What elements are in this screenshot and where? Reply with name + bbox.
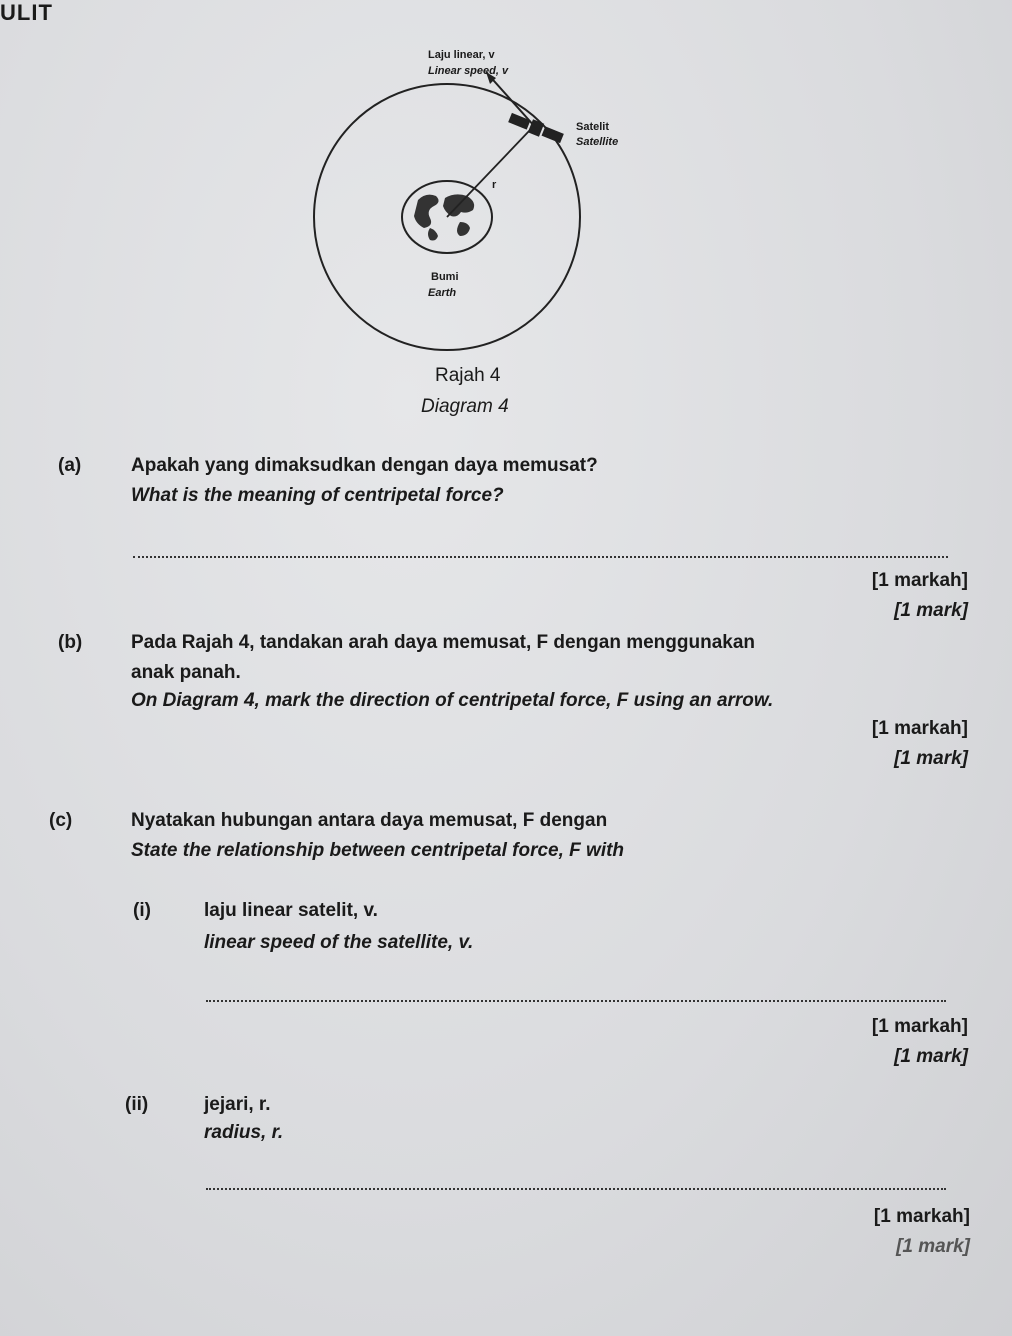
question-b-letter: (b) [58,632,83,653]
question-c-ii-text-ms: jejari, r. [204,1094,271,1115]
satellite-label-ms: Satelit [576,121,610,133]
question-c-i-numeral: (i) [133,900,151,921]
mark-a-ms: [1 markah] [871,570,968,591]
answer-line-c-ii[interactable] [206,1188,946,1190]
question-b-text-en: On Diagram 4, mark the direction of centripetal force, F using an arrow. [131,690,774,711]
question-b-text-ms-2: anak panah. [131,662,241,683]
question-c-ii-text-en: radius, r. [204,1122,284,1143]
question-c-ii-numeral: (ii) [125,1094,149,1115]
mark-c-i-en: [1 mark] [894,1046,968,1067]
answer-line-c-i[interactable] [206,1000,946,1002]
question-c-letter: (c) [49,810,73,831]
mark-c-ii-en: [1 mark] [896,1236,970,1257]
page-header: ULIT [0,0,53,25]
earth-label-ms: Bumi [431,271,459,283]
question-c-i-text-ms: laju linear satelit, v. [204,900,378,921]
question-a-letter: (a) [58,455,82,476]
question-b-text-ms-1: Pada Rajah 4, tandakan arah daya memusat, F dengan menggunakan [131,632,756,653]
question-a-text-en: What is the meaning of centripetal force? [131,485,504,506]
mark-c-ii-ms: [1 markah] [873,1206,970,1227]
show-through-texture [150,50,970,910]
earth-label-en: Earth [428,287,457,299]
mark-c-i-ms: [1 markah] [871,1016,968,1037]
diagram-caption-en: Diagram 4 [421,396,509,417]
mark-a-en: [1 mark] [894,600,968,621]
answer-line-a[interactable] [133,556,948,558]
question-c-i-text-en: linear speed of the satellite, v. [204,932,474,953]
question-c-text-ms: Nyatakan hubungan antara daya memusat, F dengan [131,810,608,831]
diagram-caption-ms: Rajah 4 [435,365,501,386]
mark-b-en: [1 mark] [894,748,968,769]
linear-speed-label-ms: Laju linear, v [428,49,495,61]
question-a-text-ms: Apakah yang dimaksudkan dengan daya memusat? [131,455,598,476]
question-c-text-en: State the relationship between centripetal force, F with [131,840,625,861]
radius-label: r [492,179,497,191]
linear-speed-label-en: Linear speed, v [428,65,509,77]
satellite-label-en: Satellite [576,136,619,148]
mark-b-ms: [1 markah] [871,718,968,739]
